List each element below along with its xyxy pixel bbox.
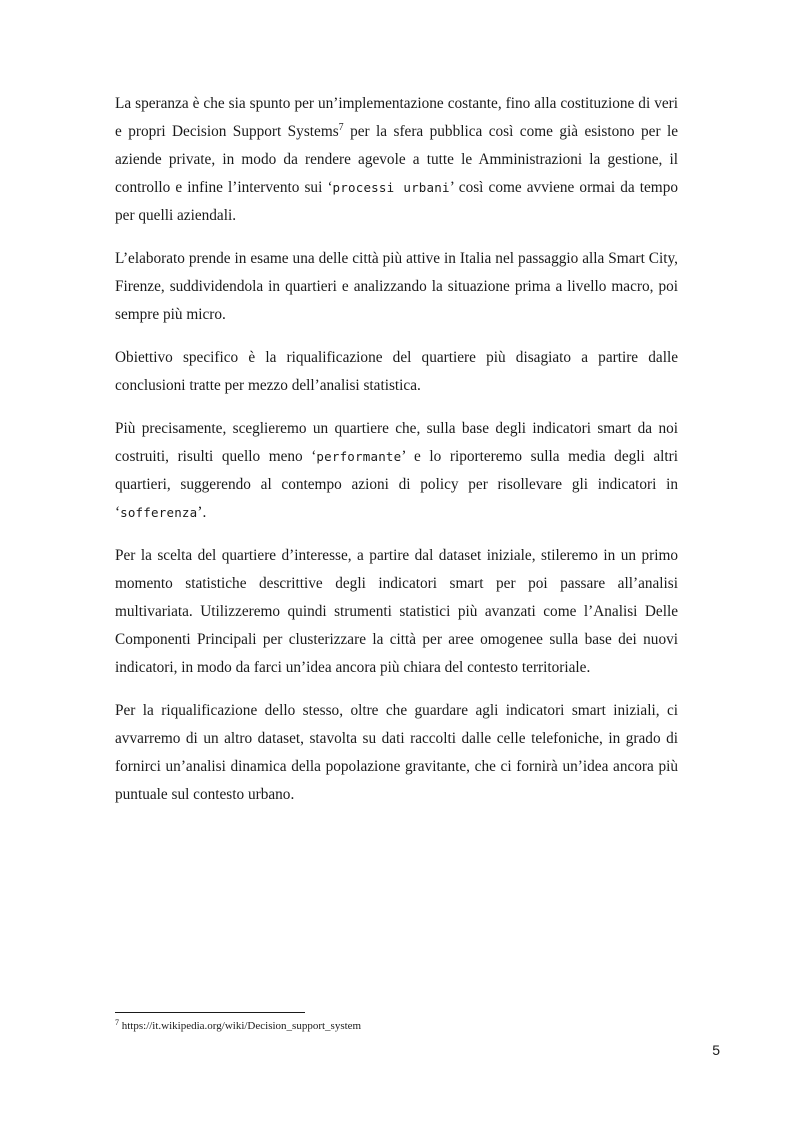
footnote xyxy=(115,1019,361,1033)
paragraph-5: Per la scelta del quartiere d’interesse, a partire dal dataset iniziale, stileremo in un primo momento statistiche descrittive degli indicatori smart per poi passare all’analisi multivariata. Utilizzeremo quindi strumenti statistici più avanzati come l’Analisi Delle Componenti Principali per clusterizzare la città per aree omogenee sulla base dei nuovi indicatori, in modo da farci un’idea ancora più chiara del contesto territoriale. xyxy=(115,547,678,676)
footnote-link[interactable]: https://it.wikipedia.org/wiki/Decision_support_system xyxy=(119,1020,362,1032)
paragraph-1-text-a: La speranza è che sia spunto per un’implementazione costante, fino alla costituzione di veri e propri Decision Support Systems xyxy=(115,95,678,140)
paragraph-1-text-c: ’ così come avviene ormai da tempo per quelli aziendali. xyxy=(115,179,679,224)
paragraph-6: Per la riqualificazione dello stesso, oltre che guardare agli indicatori smart iniziali, ci avvarremo di un altro dataset, stavolta su dati raccolti dalle celle telefoniche, in grado di fornirci un’analisi dinamica della popolazione gravitante, che ci fornirà un’idea ancora più puntuale sul contesto urbano. xyxy=(115,702,678,803)
paragraph-1-text-b: per la sfera pubblica così come già esistono per le aziende private, in modo da rendere agevole a tutte le Amministrazioni la gestione, il controllo e infine l’intervento sui ‘ xyxy=(115,123,678,196)
footnote-separator xyxy=(115,1012,305,1013)
paragraph-4-text-a: Più precisamente, sceglieremo un quartiere che, sulla base degli indicatori smart da noi costruiti, risulti quello meno ‘ xyxy=(115,420,678,465)
term-processi-urbani: processi urbani xyxy=(332,180,450,195)
term-performante: performante xyxy=(316,449,402,464)
paragraph-4-text-b: ’ e lo riporteremo sulla media degli altri quartieri, suggerendo al contempo azioni di policy per risollevare gli indicatori in ‘ xyxy=(115,448,678,521)
term-sofferenza: sofferenza xyxy=(120,505,198,520)
paragraph-4 xyxy=(115,415,678,527)
footnote-reference[interactable]: 7 xyxy=(338,122,344,133)
footnote-number: 7 xyxy=(115,1018,119,1027)
paragraph-3: Obiettivo specifico è la riqualificazione del quartiere più disagiato a partire dalle conclusioni tratte per mezzo dell’analisi statistica. xyxy=(115,349,678,394)
paragraph-2: L’elaborato prende in esame una delle città più attive in Italia nel passaggio alla Smart City, Firenze, suddividendola in quartieri e analizzando la situazione prima a livello macro, poi sempre più micro. xyxy=(115,250,678,323)
paragraph-4-text-c: ’. xyxy=(197,504,207,521)
paragraph-1 xyxy=(115,90,678,230)
page-number: 5 xyxy=(712,1042,720,1058)
body-text xyxy=(115,90,678,824)
